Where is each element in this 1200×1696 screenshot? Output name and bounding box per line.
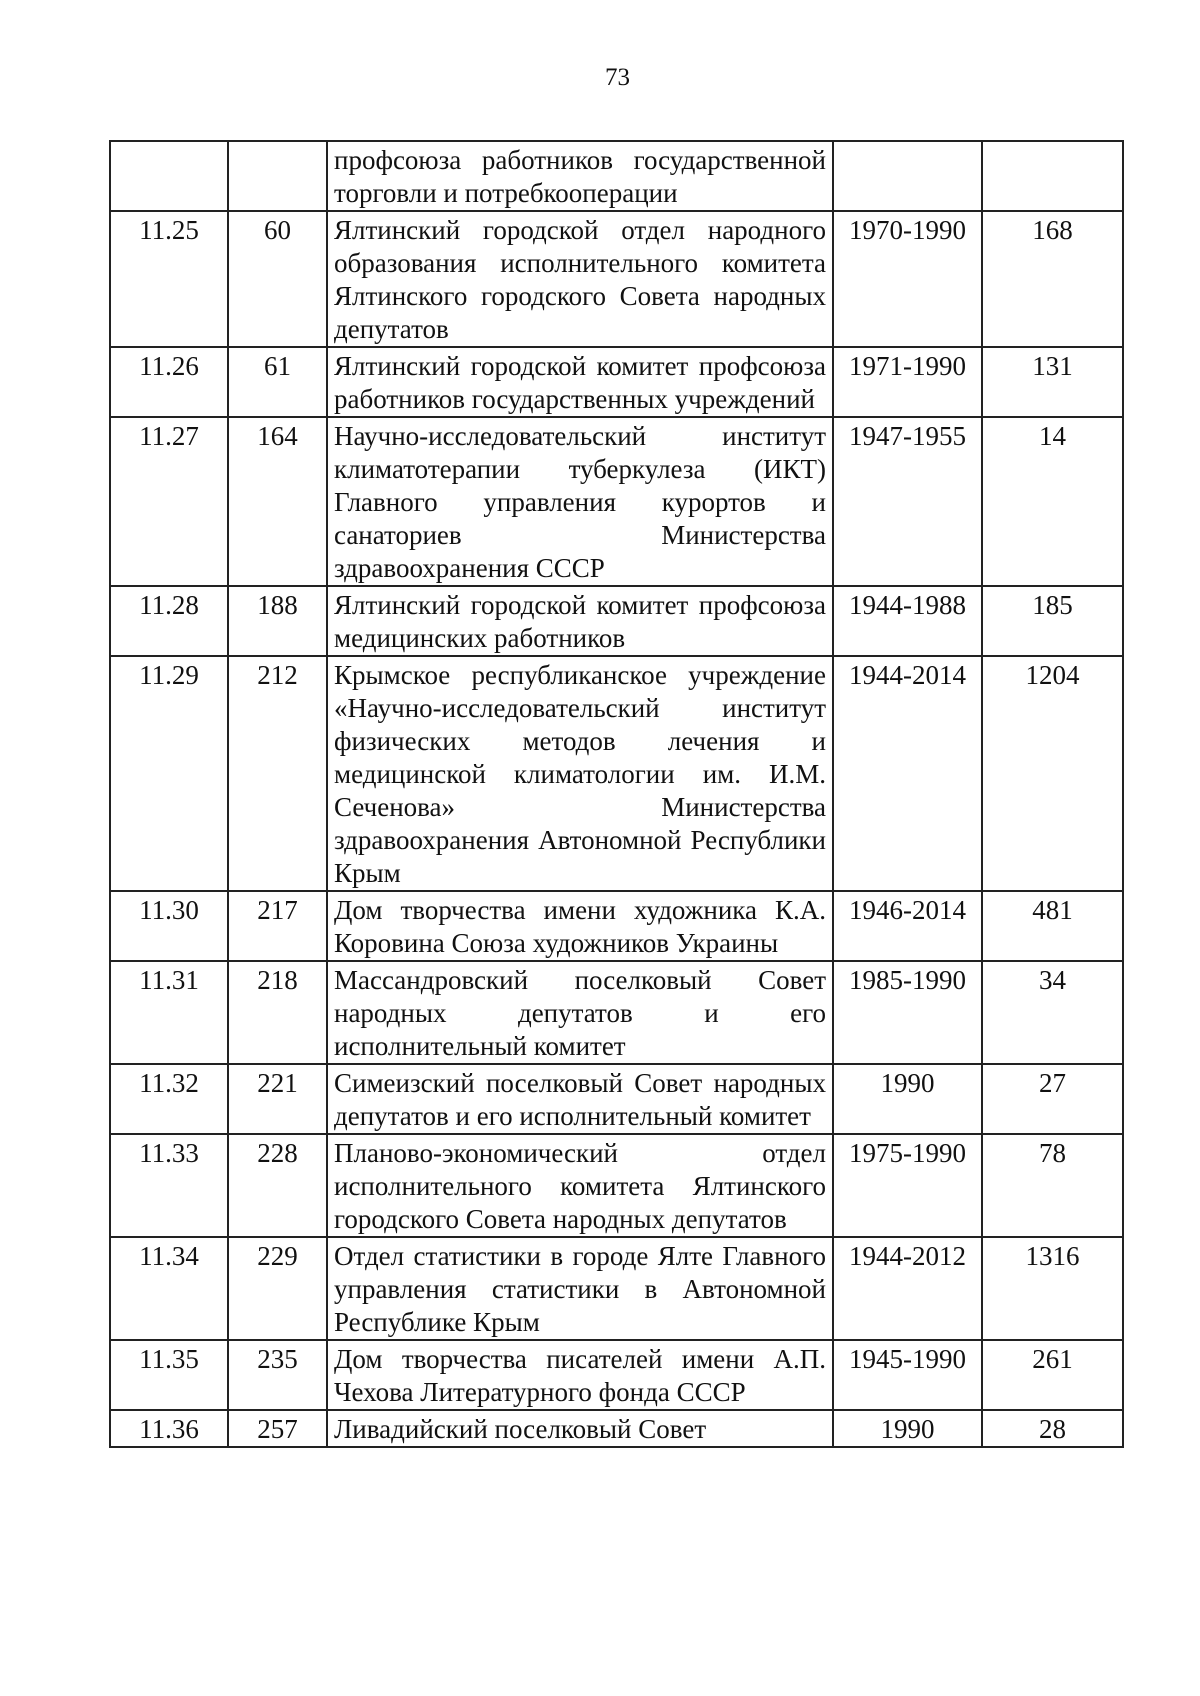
table-row xyxy=(110,347,1123,417)
fund-number: 221 xyxy=(228,1064,327,1134)
table-row xyxy=(110,656,1123,891)
row-number: 11.36 xyxy=(110,1410,228,1447)
row-number: 11.33 xyxy=(110,1134,228,1237)
fund-number: 164 xyxy=(228,417,327,586)
item-count: 168 xyxy=(982,211,1123,347)
item-count: 34 xyxy=(982,961,1123,1064)
row-number: 11.32 xyxy=(110,1064,228,1134)
row-number: 11.31 xyxy=(110,961,228,1064)
page-number: 73 xyxy=(605,64,630,91)
table-row xyxy=(110,1134,1123,1237)
fund-title: Научно-исследовательский институт климатотерапии туберкулеза (ИКТ) Главного управления курортов и санаториев Министерства здравоохранения СССР xyxy=(327,417,833,586)
fund-number: 229 xyxy=(228,1237,327,1340)
row-number: 11.30 xyxy=(110,891,228,961)
row-number: 11.29 xyxy=(110,656,228,891)
fund-number: 228 xyxy=(228,1134,327,1237)
fund-title: Планово-экономический отдел исполнительного комитета Ялтинского городского Совета народных депутатов xyxy=(327,1134,833,1237)
date-range: 1975-1990 xyxy=(833,1134,982,1237)
table-row xyxy=(110,1237,1123,1340)
fund-number: 235 xyxy=(228,1340,327,1410)
item-count: 14 xyxy=(982,417,1123,586)
fund-title: Ялтинский городской комитет профсоюза работников государственных учреждений xyxy=(327,347,833,417)
date-range: 1971-1990 xyxy=(833,347,982,417)
table-body xyxy=(110,141,1123,1447)
fund-title: Ливадийский поселковый Совет xyxy=(327,1410,833,1447)
fund-title: Симеизский поселковый Совет народных депутатов и его исполнительный комитет xyxy=(327,1064,833,1134)
fund-title: Массандровский поселковый Совет народных депутатов и его исполнительный комитет xyxy=(327,961,833,1064)
date-range: 1990 xyxy=(833,1410,982,1447)
table-row xyxy=(110,141,1123,211)
fund-number: 61 xyxy=(228,347,327,417)
row-number: 11.28 xyxy=(110,586,228,656)
date-range: 1947-1955 xyxy=(833,417,982,586)
table-row xyxy=(110,211,1123,347)
item-count: 185 xyxy=(982,586,1123,656)
item-count: 481 xyxy=(982,891,1123,961)
table-row xyxy=(110,891,1123,961)
item-count: 27 xyxy=(982,1064,1123,1134)
fund-title: профсоюза работников государственной торговли и потребкооперации xyxy=(327,141,833,211)
row-number: 11.25 xyxy=(110,211,228,347)
fund-title: Ялтинский городской отдел народного образования исполнительного комитета Ялтинского городского Совета народных депутатов xyxy=(327,211,833,347)
date-range: 1990 xyxy=(833,1064,982,1134)
fund-number xyxy=(228,141,327,211)
item-count: 1204 xyxy=(982,656,1123,891)
row-number xyxy=(110,141,228,211)
fund-number: 212 xyxy=(228,656,327,891)
table-row xyxy=(110,417,1123,586)
item-count: 131 xyxy=(982,347,1123,417)
fund-title: Дом творчества имени художника К.А. Коровина Союза художников Украины xyxy=(327,891,833,961)
item-count: 78 xyxy=(982,1134,1123,1237)
row-number: 11.26 xyxy=(110,347,228,417)
date-range: 1944-1988 xyxy=(833,586,982,656)
fund-number: 257 xyxy=(228,1410,327,1447)
item-count: 1316 xyxy=(982,1237,1123,1340)
fund-number: 60 xyxy=(228,211,327,347)
date-range xyxy=(833,141,982,211)
date-range: 1985-1990 xyxy=(833,961,982,1064)
date-range: 1945-1990 xyxy=(833,1340,982,1410)
item-count: 28 xyxy=(982,1410,1123,1447)
fund-title: Ялтинский городской комитет профсоюза медицинских работников xyxy=(327,586,833,656)
date-range: 1944-2012 xyxy=(833,1237,982,1340)
row-number: 11.35 xyxy=(110,1340,228,1410)
row-number: 11.27 xyxy=(110,417,228,586)
row-number: 11.34 xyxy=(110,1237,228,1340)
fund-title: Отдел статистики в городе Ялте Главного управления статистики в Автономной Республике Крым xyxy=(327,1237,833,1340)
date-range: 1946-2014 xyxy=(833,891,982,961)
table-row xyxy=(110,1410,1123,1447)
date-range: 1944-2014 xyxy=(833,656,982,891)
table-row xyxy=(110,1340,1123,1410)
fund-title: Крымское республиканское учреждение «Научно-исследовательский институт физических методов лечения и медицинской климатологии им. И.М. Сеченова» Министерства здравоохранения Автономной Республики Крым xyxy=(327,656,833,891)
table-row xyxy=(110,586,1123,656)
date-range: 1970-1990 xyxy=(833,211,982,347)
fund-number: 218 xyxy=(228,961,327,1064)
item-count xyxy=(982,141,1123,211)
fund-title: Дом творчества писателей имени А.П. Чехова Литературного фонда СССР xyxy=(327,1340,833,1410)
fund-number: 217 xyxy=(228,891,327,961)
table-row xyxy=(110,961,1123,1064)
table-row xyxy=(110,1064,1123,1134)
registry-table xyxy=(109,140,1124,1448)
item-count: 261 xyxy=(982,1340,1123,1410)
fund-number: 188 xyxy=(228,586,327,656)
